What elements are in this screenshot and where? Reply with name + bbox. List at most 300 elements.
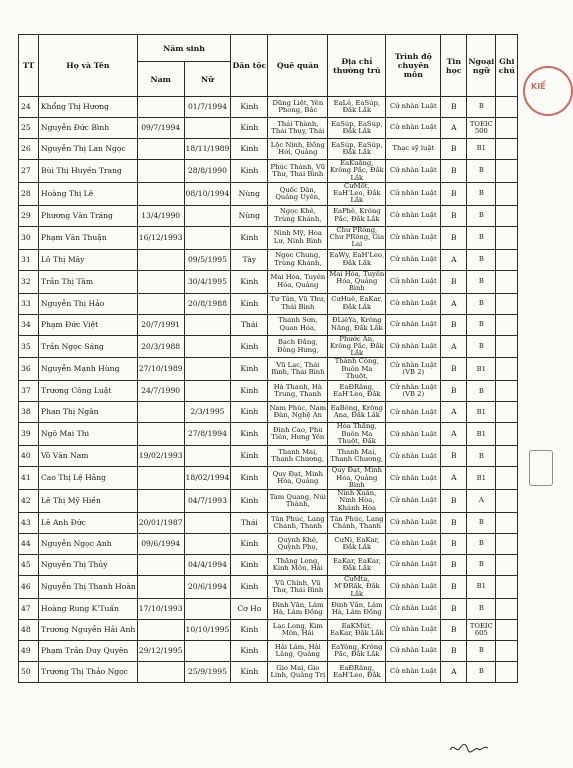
cell-hometown: Quỳnh Khê, Quỳnh Phụ, — [268, 534, 328, 555]
cell-name: Nguyễn Mạnh Hùng — [39, 358, 138, 381]
cell-ethnicity: Kinh — [231, 226, 268, 249]
cell-ethnicity: Kinh — [231, 490, 268, 513]
cell-address: EaSúp, EaSúp, Đắk Lắk — [328, 118, 386, 139]
cell-female: 20/6/1994 — [184, 576, 231, 599]
cell-ethnicity: Kinh — [231, 118, 268, 139]
cell-female — [184, 335, 231, 358]
cell-language: B — [467, 335, 496, 358]
cell-male — [137, 402, 184, 423]
cell-hometown: Phúc Thành, Vũ Thư, Thái Bình — [268, 160, 328, 183]
cell-address: EaLê, EaSúp, Đắk Lắk — [328, 97, 386, 118]
cell-hometown: Thanh Sơn, Quan Hóa, — [268, 314, 328, 335]
cell-tt: 33 — [19, 293, 39, 314]
cell-address: EaBông, Krông Ana, Đắk Lắk — [328, 402, 386, 423]
cell-name: Trương Nguyễn Hải Anh — [39, 619, 138, 640]
header-birth-year: Năm sinh — [137, 35, 231, 62]
cell-education: Cử nhân Luật (VB 2) — [386, 381, 441, 402]
cell-female — [184, 446, 231, 467]
cell-language: B — [467, 270, 496, 293]
cell-name: Ngô Mai Thi — [39, 423, 138, 446]
cell-address: Chư PRông, Chư PRông, Gia Lai — [329, 225, 385, 249]
cell-ethnicity: Kinh — [231, 358, 268, 381]
cell-hometown: Đinh Văn, Lâm Hà, Lâm Đồng — [268, 598, 328, 619]
cell-tt: 48 — [19, 619, 39, 640]
cell-education: Cử nhân Luật — [386, 534, 441, 555]
cell-name: Nguyễn Ngọc Anh — [39, 534, 138, 555]
cell-it: B — [441, 270, 467, 293]
cell-language: B — [467, 446, 496, 467]
cell-address: Mai Hóa, Tuyên Hóa, Quảng Bình — [329, 269, 385, 293]
cell-language: B — [467, 182, 496, 205]
cell-name: Hoàng Thị Lê — [39, 182, 138, 205]
cell-male — [137, 576, 184, 599]
cell-address: EaĐRăng, EaH'Leo, Đắk — [328, 661, 386, 682]
cell-female: 18/02/1994 — [184, 467, 231, 490]
cell-ethnicity: Thái — [231, 513, 268, 534]
cell-ethnicity: Kinh — [231, 467, 268, 490]
cell-male: 19/02/1993 — [137, 446, 184, 467]
table-row — [19, 534, 518, 555]
cell-male: 16/12/1993 — [137, 226, 184, 249]
cell-hometown: Nam Phúc, Nam Đàn, Nghệ An — [268, 402, 328, 423]
cell-male — [137, 423, 184, 446]
table-row — [19, 513, 518, 534]
cell-it: B — [441, 358, 467, 381]
cell-name: Khổng Thị Hương — [39, 97, 138, 118]
cell-name: Trương Công Luật — [39, 381, 138, 402]
cell-name: Nguyễn Thị Thanh Hoàn — [39, 576, 138, 599]
cell-name: Phan Thị Ngân — [39, 402, 138, 423]
cell-tt: 25 — [19, 118, 39, 139]
cell-tt: 29 — [19, 205, 39, 226]
cell-note — [496, 139, 518, 160]
cell-male — [137, 182, 184, 205]
table-row — [19, 314, 518, 335]
table-row — [19, 249, 518, 270]
cell-female: 25/9/1995 — [184, 661, 231, 682]
cell-name: Trương Thị Thảo Ngọc — [39, 661, 138, 682]
cell-female — [184, 381, 231, 402]
cell-it: B — [441, 226, 467, 249]
cell-it: B — [441, 139, 467, 160]
cell-tt: 31 — [19, 249, 39, 270]
cell-female: 18/11/1989 — [184, 139, 231, 160]
header-ethnicity: Dân tộc — [231, 35, 268, 97]
cell-ethnicity: Kinh — [231, 402, 268, 423]
cell-language: B1 — [467, 423, 496, 446]
cell-female: 20/8/1988 — [184, 293, 231, 314]
cell-language: B — [467, 640, 496, 661]
cell-tt: 32 — [19, 270, 39, 293]
cell-education: Cử nhân Luật — [386, 661, 441, 682]
cell-address: EaWy, EaH'Leo, Đắk Lắk — [328, 249, 386, 270]
cell-hometown: Vũ Chính, Vũ Thư, Thái Bình — [268, 576, 328, 599]
cell-language: B1 — [467, 402, 496, 423]
table-row — [19, 661, 518, 682]
cell-education: Cử nhân Luật — [386, 97, 441, 118]
cell-note — [496, 490, 518, 513]
cell-note — [496, 358, 518, 381]
cell-tt: 46 — [19, 576, 39, 599]
cell-note — [496, 381, 518, 402]
cell-it: B — [441, 598, 467, 619]
cell-hometown: Ngọc Chung, Trùng Khánh, — [268, 249, 328, 270]
cell-language: TOEIC 605 — [467, 619, 496, 640]
cell-male — [137, 160, 184, 183]
cell-language: B — [467, 226, 496, 249]
cell-female — [184, 118, 231, 139]
header-female: Nữ — [184, 62, 231, 97]
cell-address: EaKuăng, Krông Pắc, Đắk Lắk — [328, 160, 386, 183]
table-row — [19, 270, 518, 293]
header-language: Ngoại ngữ — [467, 35, 496, 97]
cell-name: Nguyễn Thị Thủy — [39, 555, 138, 576]
cell-language: B — [467, 293, 496, 314]
cell-education: Cử nhân Luật — [386, 598, 441, 619]
cell-education: Cử nhân Luật — [386, 619, 441, 640]
cell-note — [496, 335, 518, 358]
cell-name: Nguyễn Thị Hảo — [39, 293, 138, 314]
cell-tt: 39 — [19, 423, 39, 446]
table-row — [19, 619, 518, 640]
header-hometown: Quê quán — [268, 35, 328, 97]
cell-ethnicity: Kinh — [231, 423, 268, 446]
cell-female: 27/8/1994 — [184, 423, 231, 446]
cell-it: B — [441, 160, 467, 183]
cell-name: Lô Thị Mây — [39, 249, 138, 270]
cell-hometown: Tam Quang, Núi Thành, — [268, 490, 328, 513]
cell-hometown: Quốc Dân, Quảng Uyên, — [268, 182, 328, 205]
cell-female — [184, 314, 231, 335]
cell-education: Cử nhân Luật — [386, 513, 441, 534]
cell-ethnicity: Kinh — [231, 661, 268, 682]
cell-education: Cử nhân Luật — [386, 205, 441, 226]
cell-language: A — [467, 490, 496, 513]
cell-name: Phạm Trần Duy Quyên — [39, 640, 138, 661]
cell-it: B — [441, 490, 467, 513]
table-row — [19, 381, 518, 402]
cell-note — [496, 513, 518, 534]
table-row — [19, 182, 518, 205]
cell-language: B — [467, 555, 496, 576]
cell-tt: 45 — [19, 555, 39, 576]
cell-language: B1 — [467, 576, 496, 599]
cell-male — [137, 619, 184, 640]
cell-tt: 42 — [19, 490, 39, 513]
cell-language: B — [467, 160, 496, 183]
cell-address: Đinh Văn, Lâm Hà, Lâm Đồng — [328, 598, 386, 619]
cell-hometown: Dũng Liệt, Yên Phong, Bắc — [268, 97, 328, 118]
cell-tt: 50 — [19, 661, 39, 682]
cell-female: 09/5/1995 — [184, 249, 231, 270]
cell-ethnicity: Kinh — [231, 160, 268, 183]
cell-name: Nguyễn Thị Lan Ngọc — [39, 139, 138, 160]
cell-hometown: Lộc Ninh, Đồng Hới, Quảng — [268, 139, 328, 160]
cell-female: 30/4/1995 — [184, 270, 231, 293]
cell-tt: 34 — [19, 314, 39, 335]
cell-name: Phương Văn Tráng — [39, 205, 138, 226]
cell-note — [496, 661, 518, 682]
cell-name: Phạm Văn Thuận — [39, 226, 138, 249]
cell-hometown: Thăng Long, Kinh Môn, Hải — [268, 555, 328, 576]
table-row — [19, 423, 518, 446]
cell-female: 04/7/1993 — [184, 490, 231, 513]
cell-it: A — [441, 293, 467, 314]
cell-education: Cử nhân Luật — [386, 314, 441, 335]
cell-ethnicity: Kinh — [231, 619, 268, 640]
table-row — [19, 402, 518, 423]
signature — [448, 740, 490, 756]
cell-address: Thành Công, Buôn Ma Thuột, — [328, 358, 386, 381]
emblem-stamp — [529, 450, 553, 486]
cell-hometown: Vũ Lạc, Thái Bình, Thái Bình — [268, 358, 328, 381]
cell-note — [496, 598, 518, 619]
cell-address: Ninh Xuân, Ninh Hòa, Khánh Hòa — [328, 490, 386, 513]
cell-ethnicity: Kinh — [231, 576, 268, 599]
cell-name: Cao Thị Lệ Hằng — [39, 467, 138, 490]
cell-female: 2/3/1995 — [184, 402, 231, 423]
cell-education: Cử nhân Luật — [386, 446, 441, 467]
cell-female — [184, 598, 231, 619]
header-male: Nam — [137, 62, 184, 97]
cell-tt: 30 — [19, 226, 39, 249]
table-row — [19, 205, 518, 226]
cell-male: 09/6/1994 — [137, 534, 184, 555]
cell-female: 28/8/1990 — [184, 160, 231, 183]
cell-note — [496, 118, 518, 139]
cell-male — [137, 555, 184, 576]
candidate-table — [18, 34, 518, 683]
cell-language: B — [467, 513, 496, 534]
table-row — [19, 293, 518, 314]
cell-language: B — [467, 661, 496, 682]
cell-education: Cử nhân Luật — [386, 555, 441, 576]
cell-hometown: Quy Đạt, Minh Hóa, Quảng — [268, 467, 328, 490]
table-row — [19, 226, 518, 249]
cell-it: B — [441, 555, 467, 576]
table-row — [19, 490, 518, 513]
header-note: Ghi chú — [496, 35, 518, 97]
cell-ethnicity: Tày — [231, 249, 268, 270]
cell-address: Quy Đạt, Minh Hóa, Quảng Bình — [328, 467, 386, 490]
cell-ethnicity: Kinh — [231, 640, 268, 661]
cell-male: 24/7/1990 — [137, 381, 184, 402]
cell-tt: 36 — [19, 358, 39, 381]
cell-it: A — [441, 402, 467, 423]
cell-name: Phạm Đức Việt — [39, 314, 138, 335]
cell-ethnicity: Kinh — [231, 446, 268, 467]
cell-address: Phước An, Krông Pắc, Đắk Lắk — [328, 335, 386, 358]
cell-female: 01/7/1994 — [184, 97, 231, 118]
cell-female: 10/10/1995 — [184, 619, 231, 640]
cell-ethnicity: Nùng — [231, 182, 268, 205]
cell-ethnicity: Kinh — [231, 293, 268, 314]
cell-name: Hoàng Rung K'Tuấn — [39, 598, 138, 619]
cell-hometown: Ngọc Khê, Trùng Khánh, — [268, 205, 328, 226]
cell-ethnicity: Kinh — [231, 139, 268, 160]
cell-ethnicity: Kinh — [231, 534, 268, 555]
table-row — [19, 576, 518, 599]
cell-tt: 37 — [19, 381, 39, 402]
cell-education: Cử nhân Luật — [386, 293, 441, 314]
cell-female: 08/10/1994 — [184, 182, 231, 205]
cell-language: B1 — [467, 139, 496, 160]
cell-tt: 44 — [19, 534, 39, 555]
cell-male: 20/7/1991 — [137, 314, 184, 335]
cell-female: 04/4/1994 — [184, 555, 231, 576]
table-row — [19, 640, 518, 661]
cell-tt: 38 — [19, 402, 39, 423]
cell-it: B — [441, 619, 467, 640]
cell-it: A — [441, 467, 467, 490]
cell-male: 13/4/1990 — [137, 205, 184, 226]
cell-it: B — [441, 314, 467, 335]
cell-it: B — [441, 640, 467, 661]
cell-address: EaSúp, EaSúp, Đắk Lắk — [328, 139, 386, 160]
cell-tt: 27 — [19, 160, 39, 183]
cell-address: CưMốt, EaH'Leo, Đắk Lắk — [328, 182, 386, 205]
cell-note — [496, 182, 518, 205]
cell-hometown: Bạch Đằng, Đông Hưng, — [268, 335, 328, 358]
cell-hometown: Tân Phúc, Lang Chánh, Thanh — [268, 513, 328, 534]
cell-note — [496, 555, 518, 576]
cell-hometown: Hà Thanh, Hà Trung, Thanh — [268, 381, 328, 402]
cell-address: EaKMút, EaKar, Đắk Lắk — [328, 619, 386, 640]
cell-it: B — [441, 534, 467, 555]
cell-education: Cử nhân Luật — [386, 270, 441, 293]
cell-male — [137, 139, 184, 160]
header-name: Họ và Tên — [39, 35, 138, 97]
cell-ethnicity: Nùng — [231, 205, 268, 226]
cell-language: B — [467, 249, 496, 270]
cell-ethnicity: Cơ Ho — [231, 598, 268, 619]
table-row — [19, 139, 518, 160]
cell-note — [496, 249, 518, 270]
cell-it: A — [441, 335, 467, 358]
cell-hometown: Tư Tân, Vũ Thư, Thái Bình — [268, 293, 328, 314]
cell-education: Cử nhân Luật — [386, 160, 441, 183]
cell-it: B — [441, 513, 467, 534]
cell-note — [496, 226, 518, 249]
cell-it: B — [441, 182, 467, 205]
cell-male: 09/7/1994 — [137, 118, 184, 139]
cell-address: ĐLiêYa, Krông Năng, Đắk Lắk — [328, 314, 386, 335]
cell-it: B — [441, 576, 467, 599]
cell-name: Bùi Thị Huyền Trang — [39, 160, 138, 183]
cell-male — [137, 270, 184, 293]
cell-it: B — [441, 446, 467, 467]
cell-note — [496, 467, 518, 490]
cell-language: B — [467, 97, 496, 118]
table-row — [19, 358, 518, 381]
cell-hometown: Lạc Long, Kim Môn, Hải — [268, 619, 328, 640]
cell-male — [137, 97, 184, 118]
cell-address: CưNi, EaKar, Đắk Lắk — [328, 534, 386, 555]
cell-name: Lê Anh Đức — [39, 513, 138, 534]
red-seal-stamp: KIỂ — [523, 66, 573, 116]
cell-it: A — [441, 118, 467, 139]
cell-note — [496, 270, 518, 293]
cell-education: Cử nhân Luật — [386, 118, 441, 139]
cell-male — [137, 661, 184, 682]
cell-note — [496, 402, 518, 423]
cell-tt: 43 — [19, 513, 39, 534]
cell-address: CưHuê, EaKar, Đắk Lắk — [328, 293, 386, 314]
cell-male — [137, 293, 184, 314]
header-it: Tin học — [441, 35, 467, 97]
cell-it: B — [441, 381, 467, 402]
table-row — [19, 446, 518, 467]
cell-education: Cử nhân Luật — [386, 423, 441, 446]
cell-language: B1 — [467, 358, 496, 381]
cell-tt: 26 — [19, 139, 39, 160]
cell-address: CưMta, M'ĐRăk, Đắk Lắk — [328, 576, 386, 599]
cell-tt: 35 — [19, 335, 39, 358]
cell-tt: 24 — [19, 97, 39, 118]
cell-female — [184, 226, 231, 249]
cell-education: Cử nhân Luật — [386, 335, 441, 358]
cell-it: A — [441, 423, 467, 446]
cell-language: B — [467, 534, 496, 555]
cell-address: EaĐRăng, EaH'Leo, Đắk — [328, 381, 386, 402]
cell-male — [137, 490, 184, 513]
cell-tt: 40 — [19, 446, 39, 467]
cell-male: 20/3/1988 — [137, 335, 184, 358]
cell-note — [496, 293, 518, 314]
cell-name: Võ Văn Nam — [39, 446, 138, 467]
cell-language: B — [467, 205, 496, 226]
header-address: Địa chỉ thường trú — [328, 35, 386, 97]
cell-hometown: Đình Cao, Phù Tiên, Hưng Yên — [268, 423, 328, 446]
cell-note — [496, 160, 518, 183]
cell-address: EaYông, Krông Pắc, Đắk Lắk — [328, 640, 386, 661]
cell-education: Cử nhân Luật — [386, 467, 441, 490]
table-row — [19, 467, 518, 490]
cell-hometown: Ninh Mỹ, Hoa Lư, Ninh Bình — [268, 226, 328, 249]
cell-education: Cử nhân Luật — [386, 226, 441, 249]
cell-language: B — [467, 381, 496, 402]
cell-education: Cử nhân Luật — [386, 576, 441, 599]
cell-note — [496, 619, 518, 640]
cell-male: 17/10/1993 — [137, 598, 184, 619]
table-row — [19, 335, 518, 358]
cell-male — [137, 467, 184, 490]
header-education: Trình độ chuyên môn — [386, 35, 441, 97]
cell-tt: 41 — [19, 467, 39, 490]
table-row — [19, 97, 518, 118]
cell-female — [184, 513, 231, 534]
cell-education: Cử nhân Luật — [386, 249, 441, 270]
cell-male: 20/01/1987 — [137, 513, 184, 534]
cell-ethnicity: Kinh — [231, 555, 268, 576]
table-row — [19, 160, 518, 183]
cell-ethnicity: Kinh — [231, 381, 268, 402]
cell-education: Cử nhân Luật (VB 2) — [386, 358, 441, 381]
header-tt: TT — [19, 35, 39, 97]
cell-note — [496, 97, 518, 118]
cell-hometown: Gio Mai, Gio Linh, Quảng Trị — [268, 661, 328, 682]
cell-education: Cử nhân Luật — [386, 640, 441, 661]
cell-language: B1 — [467, 467, 496, 490]
cell-ethnicity: Thái — [231, 314, 268, 335]
cell-note — [496, 534, 518, 555]
cell-education: Thạc sỹ luật — [386, 139, 441, 160]
table-row — [19, 555, 518, 576]
cell-female — [184, 358, 231, 381]
cell-address: Hòa Thắng, Buôn Ma Thuột, Đắk — [328, 423, 386, 446]
cell-name: Lê Thị Mỹ Hiền — [39, 490, 138, 513]
cell-education: Cử nhân Luật — [386, 402, 441, 423]
